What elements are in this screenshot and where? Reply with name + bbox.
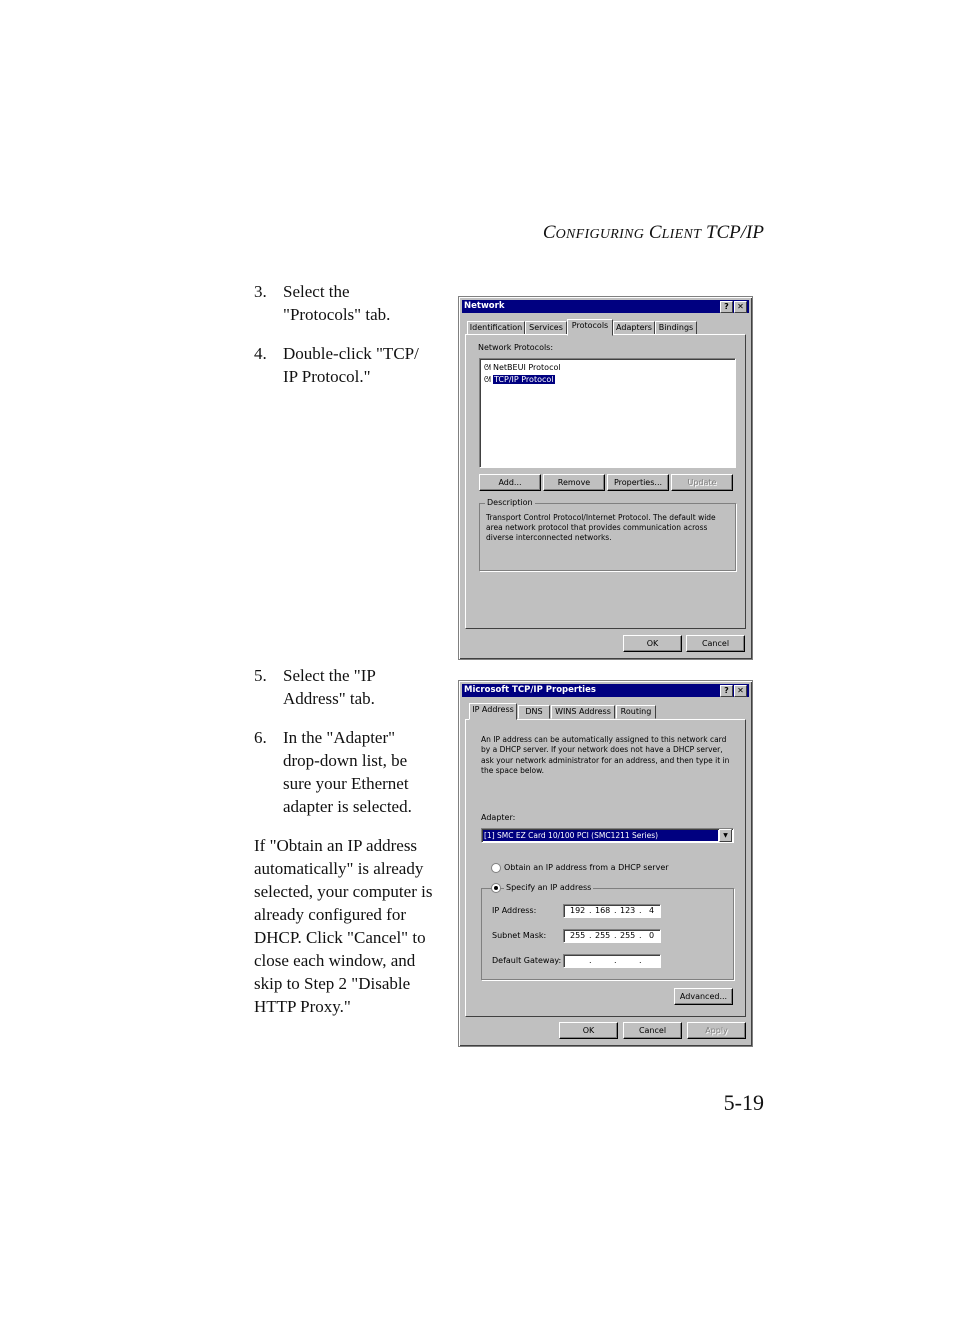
mask-octet: 255 [570, 931, 586, 940]
step-number: 5. [254, 666, 267, 685]
network-titlebar [462, 300, 749, 313]
add-button[interactable]: Add... [479, 474, 541, 491]
help-icon[interactable]: ? [720, 685, 733, 697]
update-button[interactable]: Update [671, 474, 733, 491]
ok-button[interactable]: OK [623, 635, 682, 652]
tab-identification[interactable]: Identification [467, 321, 525, 335]
tab-adapters[interactable]: Adapters [613, 321, 655, 335]
octet-separator: . [639, 956, 642, 965]
cancel-button[interactable]: Cancel [623, 1022, 682, 1039]
subnet-mask-field[interactable] [563, 929, 661, 943]
properties-button[interactable]: Properties... [607, 474, 669, 491]
adapter-selected-value: [1] SMC EZ Card 10/100 PCI (SMC1211 Series) [483, 830, 718, 841]
dhcp-info-text: An IP address can be automatically assigned to this network card by a DHCP server. If your network does not have a DHCP server, ask your network administrator for an address, and then type it in the space below. [481, 735, 730, 775]
step-text: Select the "IP Address" tab. [283, 666, 376, 708]
octet-separator: . [639, 906, 642, 915]
octet-separator: . [614, 931, 617, 940]
tab-ip-address[interactable]: IP Address [469, 703, 517, 720]
tab-routing[interactable]: Routing [616, 705, 656, 719]
protocol-icon: ᘛ [484, 375, 491, 384]
list-item-selected[interactable] [484, 374, 555, 385]
close-icon[interactable]: ✕ [734, 685, 747, 697]
step-number: 4. [254, 344, 267, 363]
octet-separator: . [614, 956, 617, 965]
specify-ip-group [481, 883, 734, 980]
tab-protocols[interactable]: Protocols [567, 319, 613, 336]
octet-separator: . [639, 931, 642, 940]
network-title: Network [464, 301, 505, 311]
ip-octet: 123 [620, 906, 636, 915]
octet-separator: . [589, 931, 592, 940]
ip-address-label: IP Address: [492, 906, 537, 915]
step-number: 6. [254, 728, 267, 747]
header-tcpip: TCP/IP [705, 222, 764, 243]
apply-button[interactable]: Apply [687, 1022, 746, 1039]
protocols-listbox[interactable] [479, 358, 736, 468]
network-protocols-label: Network Protocols: [478, 343, 554, 352]
description-group [479, 498, 736, 571]
tab-wins-address[interactable]: WINS Address [551, 705, 615, 719]
ip-octet: 4 [649, 906, 655, 915]
ip-octet: 192 [570, 906, 586, 915]
tab-bindings[interactable]: Bindings [655, 321, 697, 335]
adapter-label: Adapter: [481, 813, 516, 822]
protocol-label: NetBEUI Protocol [493, 363, 561, 372]
chevron-down-icon[interactable]: ▼ [719, 829, 732, 842]
obtain-ip-radio[interactable] [491, 863, 501, 873]
mask-octet: 255 [620, 931, 636, 940]
tcpip-properties-dialog [458, 680, 753, 1047]
radio-dot [494, 886, 498, 890]
specify-ip-radio[interactable] [491, 883, 501, 893]
specify-ip-label: Specify an IP address [506, 883, 592, 892]
remove-button[interactable]: Remove [543, 474, 605, 491]
advanced-button[interactable]: Advanced... [674, 988, 733, 1005]
tcpip-tabs [469, 703, 709, 717]
ip-address-panel [465, 719, 746, 1017]
tab-services[interactable]: Services [525, 321, 567, 335]
close-icon[interactable]: ✕ [734, 301, 747, 313]
octet-separator: . [614, 906, 617, 915]
subnet-mask-label: Subnet Mask: [492, 931, 547, 940]
adapter-dropdown[interactable] [481, 828, 734, 843]
header-letter: C [648, 222, 662, 243]
network-dialog [458, 296, 753, 660]
ok-button[interactable]: OK [559, 1022, 618, 1039]
default-gateway-label: Default Gateway: [492, 956, 562, 965]
octet-separator: . [589, 906, 592, 915]
step-text: Double-click "TCP/ IP Protocol." [283, 344, 419, 386]
step-number: 3. [254, 282, 267, 301]
running-header [520, 222, 764, 244]
header-smallcaps: LIENT [661, 227, 702, 242]
default-gateway-field[interactable] [563, 954, 661, 968]
tab-dns[interactable]: DNS [518, 705, 550, 719]
list-item[interactable] [484, 362, 561, 373]
step-text: Select the "Protocols" tab. [283, 282, 391, 324]
description-text: Transport Control Protocol/Internet Protocol. The default wide area network protocol that provides communication across diverse interconnected networks. [486, 513, 716, 542]
protocols-panel [465, 334, 746, 629]
tcpip-titlebar [462, 684, 749, 697]
ip-octet: 168 [595, 906, 611, 915]
page-number: 5-19 [723, 1090, 764, 1115]
header-smallcaps: ONFIGURING [555, 227, 645, 242]
tcpip-title: Microsoft TCP/IP Properties [464, 685, 596, 695]
help-icon[interactable]: ? [720, 301, 733, 313]
protocol-label: TCP/IP Protocol [494, 375, 554, 384]
protocol-icon: ᘛ [484, 363, 491, 372]
mask-octet: 255 [595, 931, 611, 940]
step-text: In the "Adapter" drop-down list, be sure your Ethernet adapter is selected. [283, 728, 412, 816]
network-tabs [467, 319, 707, 333]
ip-address-field[interactable] [563, 904, 661, 918]
mask-octet: 0 [649, 931, 655, 940]
octet-separator: . [589, 956, 592, 965]
dhcp-note: If "Obtain an IP address automatically" is already selected, your computer is already configured for DHCP. Click "Cancel" to close each window, and skip to Step 2 "Disable HTTP Proxy." [254, 836, 433, 1016]
obtain-ip-label: Obtain an IP address from a DHCP server [504, 863, 669, 872]
cancel-button[interactable]: Cancel [686, 635, 745, 652]
header-letter: C [542, 222, 556, 243]
description-label: Description [487, 498, 533, 507]
